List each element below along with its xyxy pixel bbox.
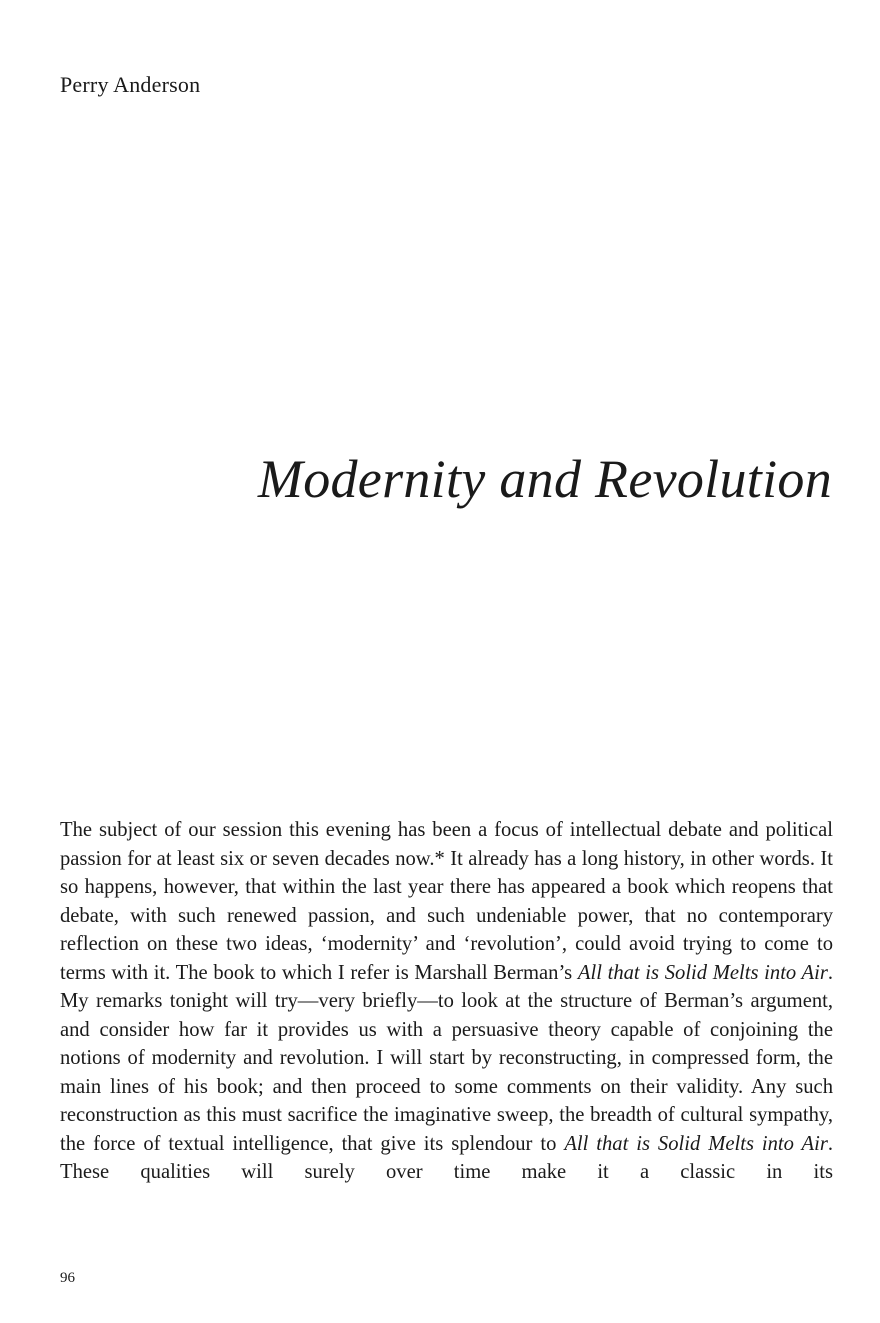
author-name: Perry Anderson (60, 72, 201, 97)
paragraph-text-1: The subject of our session this evening has been a focus of intellectual debate and political passion for at least six or seven decades now.* It already has a long history, in other words. It so happens, however, that within the last year there has appeared a book which reopens that debate, with such renewed passion, and such undeniable power, that no contemporary reflection on these two ideas, ‘modernity’ and ‘revolution’, could avoid trying to come to terms with it. The book to which I refer is Marshall Berman’s (60, 819, 833, 984)
book-title-reference-2: All that is Solid Melts into Air (564, 1132, 828, 1155)
paragraph-text-2: . My remarks tonight will try—very briefly—to look at the structure of Berman’s argument, and consider how far it provides us with a persuasive theory capable of conjoining the notions of modernity and revolution. I will start by reconstructing, in compressed form, the main lines of his book; and then proceed to some comments on their validity. Any such reconstruction as this must sacrifice the imaginative sweep, the breadth of cultural sympathy, the force of textual intelligence, that give its splendour to (60, 961, 833, 1155)
body-paragraph (60, 816, 833, 1187)
book-title-reference-1: All that is Solid Melts into Air (577, 961, 828, 984)
page-number: 96 (60, 1270, 75, 1286)
paragraph-text-3: . These qualities will surely over time make it a classic in its (60, 1132, 833, 1183)
article-title: Modernity and Revolution (257, 449, 832, 509)
